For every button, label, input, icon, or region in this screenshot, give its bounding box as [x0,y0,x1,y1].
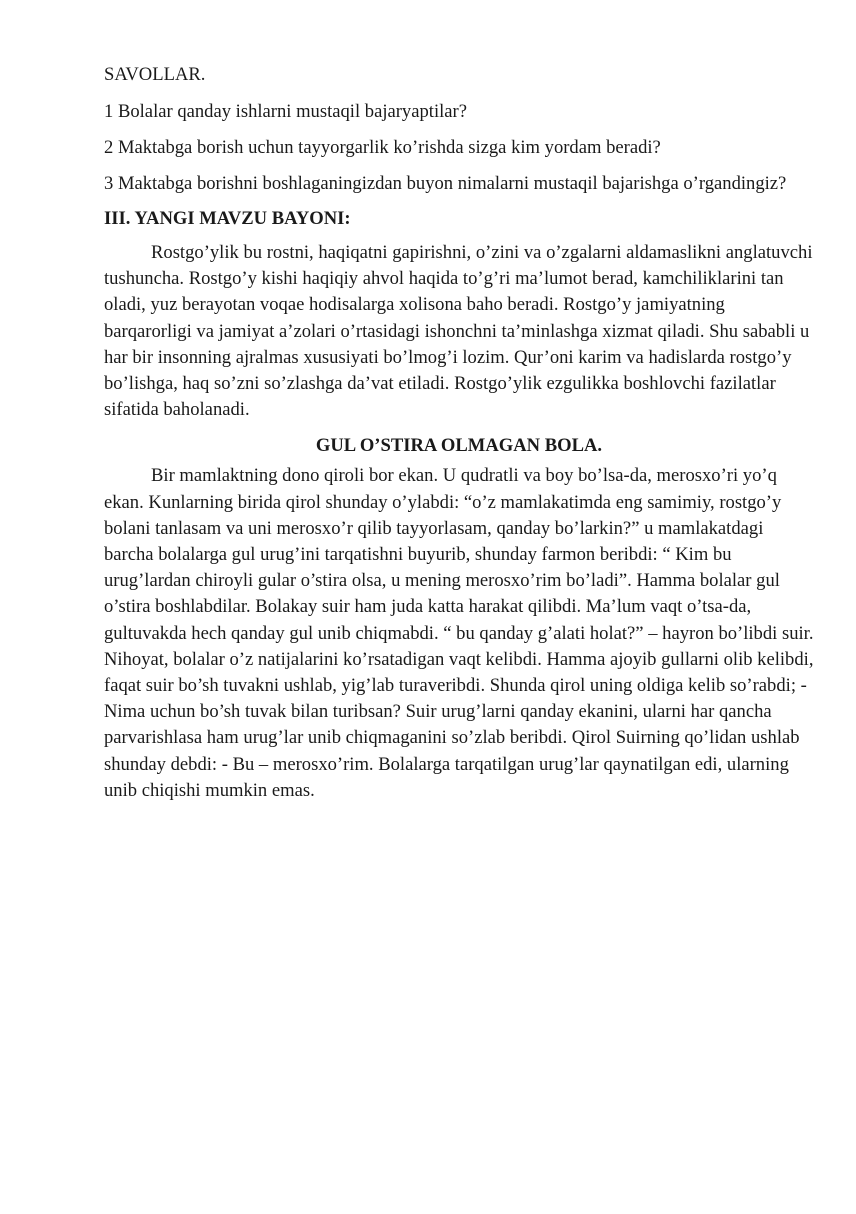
section-heading: III. YANGI MAVZU BAYONI: [104,208,351,229]
question-2: 2 Maktabga borish uchun tayyorgarlik ko’rishda sizga kim yordam beradi? [104,137,661,158]
story-title: GUL O’STIRA OLMAGAN BOLA. [315,435,603,457]
questions-heading: SAVOLLAR. [104,64,206,85]
document-body [104,62,814,804]
intro-paragraph: Rostgo’ylik bu rostni, haqiqatni gapirishni, o’zini va o’zgalarni aldamaslikni anglatuvchi tushuncha. Rostgo’y kishi haqiqiy ahvol haqida to’g’ri ma’lumot berad, kamchiliklarini tan oladi, yuz berayotan voqae hodisalarga xolisona baho beradi. Rostgo’y jamiyatning barqarorligi va jamiyat a’zolari o’rtasidagi ishonchni ta’minlashga xizmat qiladi. Shu sababli u har bir insonning ajralmas xususiyati bo’lmog’i lozim. Qur’oni karim va hadislarda rostgo’y bo’lishga, haq so’zni so’zlashga da’vat etiladi. Rostgo’ylik ezgulikka boshlovchi fazilatlar sifatida baholanadi. [104,242,813,421]
question-3: 3 Maktabga borishni boshlaganingizdan buyon nimalarni mustaqil bajarishga o’rgandingiz? [104,172,787,194]
question-1: 1 Bolalar qanday ishlarni mustaqil bajaryaptilar? [104,100,467,122]
story-paragraph: Bir mamlaktning dono qiroli bor ekan. U qudratli va boy bo’lsa-da, merosxo’ri yo’q ekan. Kunlarning birida qirol shunday o’ylabdi: “o’z mamlakatimda eng samimiy, rostgo’y bolani tanlasam va uni merosxo’r qilib tayyorlasam, qanday bo’larkin?” u mamlakatdagi barcha bolalarga gul urug’ini tarqatishni buyurib, shunday farmon beribdi: “ Kim bu urug’lardan chiroyli gular o’stira olsa, u mening merosxo’rim bo’ladi”. Hamma bolalar gul o’stira boshlabdilar. Bolakay suir ham juda katta harakat qilibdi. Ma’lum vaqt o’tsa-da, gultuvakda hech qanday gul unib chiqmabdi. “ bu qanday g’alati holat?” – hayron bo’libdi suir. Nihoyat, bolalar o’z natijalarini ko’rsatadigan vaqt kelibdi. Hamma ajoyib gullarni olib kelibdi, faqat suir bo’sh tuvakni ushlab, yig’lab turaveribdi. Shunda qirol uning oldiga kelib so’rabdi; - Nima uchun bo’sh tuvak bilan turibsan? Suir urug’larni qanday ekanini, ularni har qancha parvarishlasa ham urug’lar unib chiqmaganini so’zlab beribdi. Qirol Suirning qo’lidan ushlab shunday debdi: - Bu – merosxo’rim. Bolalarga tarqatilgan urug’lar qaynatilgan edi, ularning unib chiqishi mumkin emas. [104,465,814,801]
